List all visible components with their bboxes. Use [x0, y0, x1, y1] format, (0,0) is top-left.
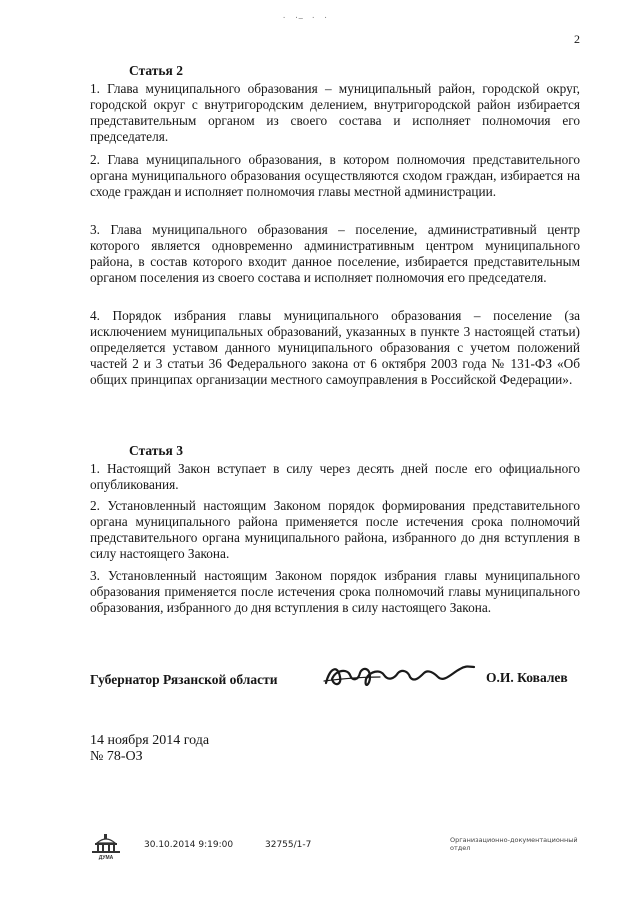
scan-marks: · ·̶ · · [282, 14, 330, 22]
duma-logo [89, 834, 123, 860]
law-date-block [90, 733, 209, 765]
article-3-paragraph-1: 1. Настоящий Закон вступает в силу через десять дней после его официального опубликования. [90, 461, 580, 493]
article-3-heading: Статья 3 [129, 443, 183, 458]
article-2-heading: Статья 2 [129, 63, 183, 78]
article-3-paragraph-2: 2. Установленный настоящим Законом порядок формирования представительного органа муниципального района применяется после истечения срока полномочий представительного органа муниципального района, избранного до дня вступления в силу настоящего Закона. [90, 498, 580, 562]
law-number: № 78-ОЗ [90, 749, 143, 764]
article-2-paragraph-3: 3. Глава муниципального образования – поселение, административный центр которого является одновременно административным центром муниципального района, в состав которого входит данное поселение, избирается представительным органом поселения из своего состава и исполняет полномочия его председателя. [90, 222, 580, 286]
footer-department-line-2: отдел [450, 844, 471, 852]
signatory-title: Губернатор Рязанской области [90, 672, 278, 687]
article-2-paragraph-1: 1. Глава муниципального образования – муниципальный район, городской округ, городской округ с внутригородским делением, внутригородской район избирается представительным органом из своего состава и исполняет полномочия его председателя. [90, 81, 580, 145]
duma-logo-text: ДУМА [98, 855, 114, 860]
footer-timestamp: 30.10.2014 9:19:00 [144, 840, 234, 850]
handwritten-signature [320, 655, 480, 695]
article-2-paragraph-2: 2. Глава муниципального образования, в котором полномочия представительного органа муниципального образования осуществляются сходом граждан, избирается на сходе граждан и исполняет полномочия главы местной администрации. [90, 152, 580, 200]
article-2-paragraph-4: 4. Порядок избрания главы муниципального образования – поселение (за исключением муниципальных образований, указанных в пункте 3 настоящей статьи) определяется уставом данного муниципального образования с учетом положений частей 2 и 3 статьи 36 Федерального закона от 6 октября 2003 года № 131-ФЗ «Об общих принципах организации местного самоуправления в Российской Федерации». [90, 308, 580, 388]
signatory-name: О.И. Ковалев [486, 670, 568, 685]
law-date: 14 ноября 2014 года [90, 733, 210, 748]
footer-department-line-1: Организационно-документационный [450, 836, 578, 844]
footer-code: 32755/1-7 [265, 840, 312, 850]
footer-department [450, 836, 600, 852]
page-number: 2 [574, 32, 580, 46]
article-3-paragraph-3: 3. Установленный настоящим Законом порядок избрания главы муниципального образования применяется после истечения срока полномочий главы муниципального образования, избранного до дня вступления в силу настоящего Закона. [90, 568, 580, 616]
